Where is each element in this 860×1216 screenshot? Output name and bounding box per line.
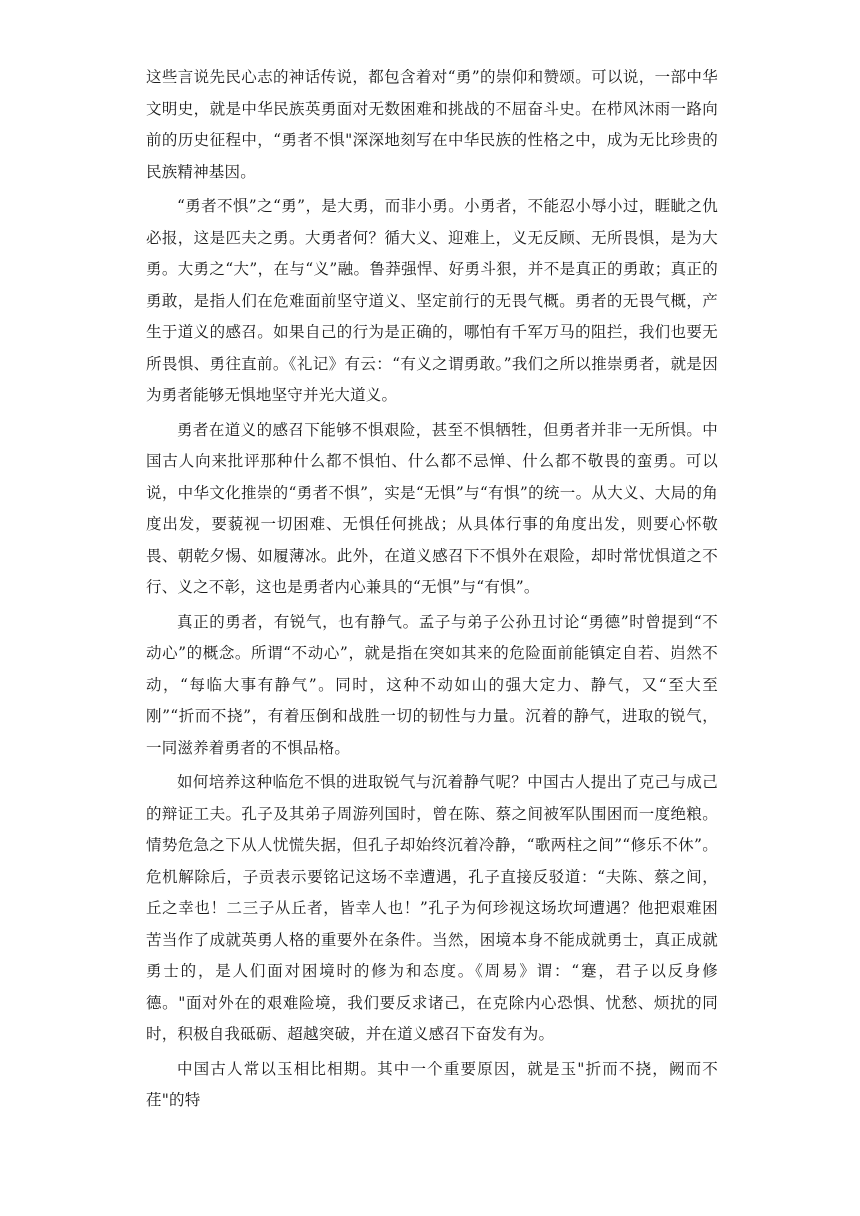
paragraph-5: 如何培养这种临危不惧的进取锐气与沉着静气呢？中国古人提出了克己与成己的辩证工夫。孔子及其弟子周游列国时，曾在陈、蔡之间被军队围困而一度绝粮。情势危急之下从人忧慌失据，但孔子却始终沉着冷静，“歌两柱之间”“修乐不休”。危机解除后，子贡表示要铭记这场不幸遭遇，孔子直接反驳道：“夫陈、蔡之间，丘之幸也！二三子从丘者，皆幸人也！”孔子为何珍视这场坎坷遭遇？他把艰难困苦当作了成就英勇人格的重要外在条件。当然，困境本身不能成就勇士，真正成就勇士的，是人们面对困境时的修为和态度。《周易》谓：“蹇，君子以反身修德。"面对外在的艰难险境，我们要反求诸己，在克除内心恐惧、忧愁、烦扰的同时，积极自我砥砺、超越突破，并在道义感召下奋发有为。 <box>146 773 718 1043</box>
paragraph-4: 真正的勇者，有锐气，也有静气。孟子与弟子公孙丑讨论“勇德”时曾提到“不动心”的概念。所谓“不动心”，就是指在突如其来的危险面前能镇定自若、岿然不动，“每临大事有静气”。同时，这种不动如山的强大定力、静气，又“至大至刚”“折而不挠”，有着压倒和战胜一切的韧性与力量。沉着的静气，进取的锐气，一同滋养着勇者的不惧品格。 <box>146 612 718 757</box>
article-body <box>146 62 718 1120</box>
paragraph-2: “勇者不惧”之“勇”，是大勇，而非小勇。小勇者，不能忍小辱小过，睚眦之仇必报，这是匹夫之勇。大勇者何？循大义、迎难上，义无反顾、无所畏惧，是为大勇。大勇之“大”，在与“义”融。鲁莽强悍、好勇斗狠，并不是真正的勇敢；真正的勇敢，是指人们在危难面前坚守道义、坚定前行的无畏气概。勇者的无畏气概，产生于道义的感召。如果自己的行为是正确的，哪怕有千军万马的阻拦，我们也要无所畏惧、勇往直前。《礼记》有云：“有义之谓勇敢。”我们之所以推崇勇者，就是因为勇者能够无惧地坚守并光大道义。 <box>146 197 718 404</box>
paragraph-1: 这些言说先民心志的神话传说，都包含着对“勇”的崇仰和赞颂。可以说，一部中华文明史，就是中华民族英勇面对无数困难和挑战的不屈奋斗史。在栉风沐雨一路向前的历史征程中，“勇者不惧"深深地刻写在中华民族的性格之中，成为无比珍贵的民族精神基因。 <box>146 68 718 181</box>
paragraph-3: 勇者在道义的感召下能够不惧艰险，甚至不惧牺牲，但勇者并非一无所惧。中国古人向来批评那种什么都不惧怕、什么都不忌惮、什么都不敬畏的蛮勇。可以说，中华文化推崇的“勇者不惧”，实是“无惧”与“有惧”的统一。从大义、大局的角度出发，要藐视一切困难、无惧任何挑战；从具体行事的角度出发，则要心怀敬畏、朝乾夕惕、如履薄冰。此外，在道义感召下不惧外在艰险，却时常忧惧道之不行、义之不彰，这也是勇者内心兼具的“无惧”与“有惧”。 <box>146 420 718 596</box>
paragraph-6: 中国古人常以玉相比相期。其中一个重要原因，就是玉"折而不挠，阙而不荏"的特 <box>146 1059 718 1109</box>
